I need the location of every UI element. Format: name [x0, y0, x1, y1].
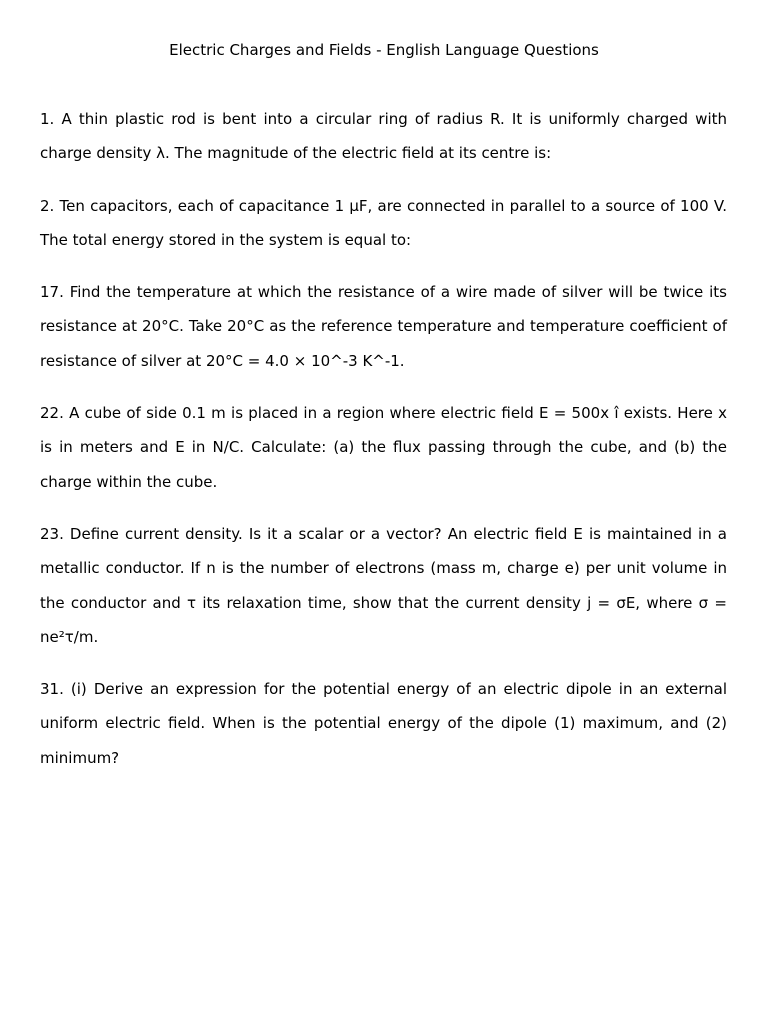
- question-23: 23. Define current density. Is it a scalar or a vector? An electric field E is maintained in a metallic conductor. If n is the number of electrons (mass m, charge e) per unit volume in the conductor and τ its relaxation time, show that the current density j = σE, where σ = ne²τ/m.: [40, 524, 727, 646]
- question-1: 1. A thin plastic rod is bent into a circular ring of radius R. It is uniformly charged with charge density λ. The magnitude of the electric field at its centre is:: [40, 110, 727, 163]
- document-title: Electric Charges and Fields - English Language Questions: [169, 41, 599, 59]
- question-list: [40, 102, 727, 793]
- question-22: 22. A cube of side 0.1 m is placed in a region where electric field E = 500x î exists. Here x is in meters and E in N/C. Calculate: (a) the flux passing through the cube, and (b) the charge within the cube.: [40, 404, 727, 491]
- question-17: 17. Find the temperature at which the resistance of a wire made of silver will be twice its resistance at 20°C. Take 20°C as the reference temperature and temperature coefficient of resistance of silver at 20°C = 4.0 × 10^-3 K^-1.: [40, 283, 727, 370]
- question-2: 2. Ten capacitors, each of capacitance 1 μF, are connected in parallel to a source of 100 V. The total energy stored in the system is equal to:: [40, 196, 727, 249]
- question-31: 31. (i) Derive an expression for the potential energy of an electric dipole in an external uniform electric field. When is the potential energy of the dipole (1) maximum, and (2) minimum?: [40, 680, 727, 767]
